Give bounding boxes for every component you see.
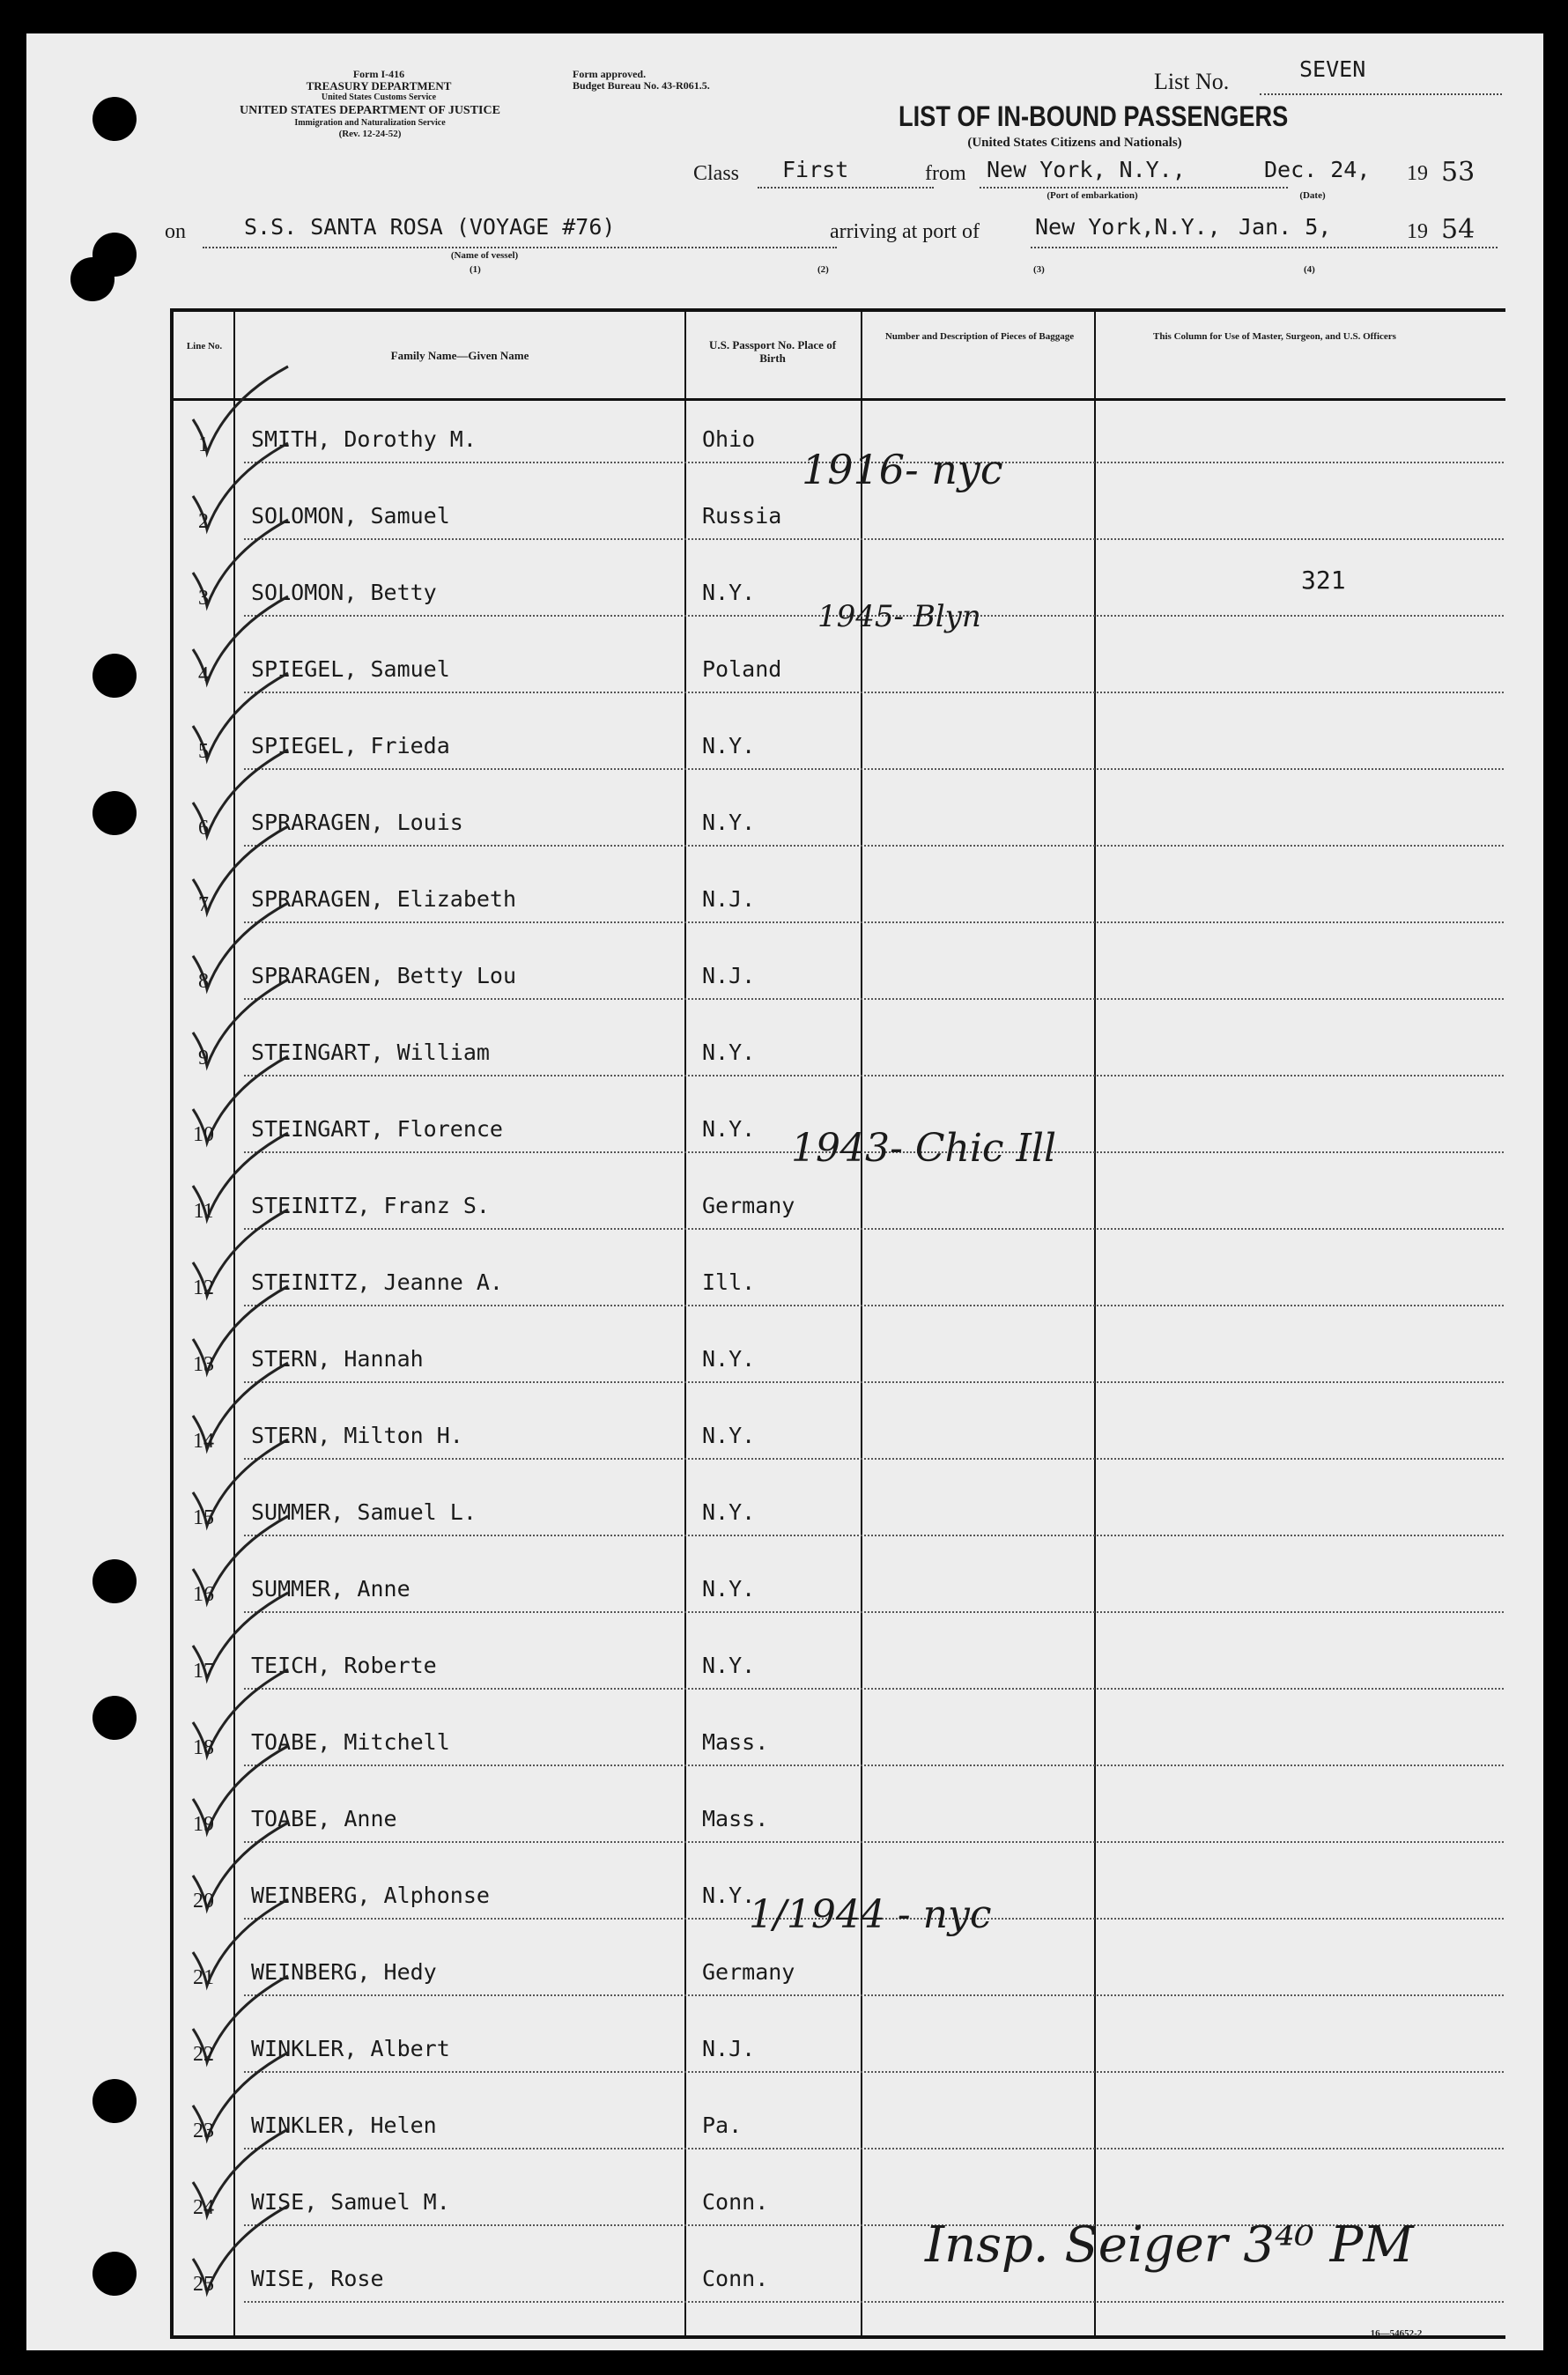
page-title: LIST OF IN-BOUND PASSENGERS [899,100,1289,132]
col-num-1: (1) [470,264,481,275]
handwritten-note-1: 1916- nyc [802,446,1003,493]
passenger-name: WISE, Samuel M. [251,2189,450,2215]
vessel-note: (Name of vessel) [450,250,519,261]
row-rule [244,692,1504,693]
passenger-name: STERN, Milton H. [251,1423,463,1448]
place-of-birth: N.J. [702,963,756,988]
line-number: 9 [198,1047,209,1069]
row-rule [244,2301,1504,2303]
line-number: 7 [198,893,209,916]
row-rule [244,998,1504,1000]
passenger-name: WINKLER, Helen [251,2112,437,2138]
on-label: on [165,220,186,243]
table-row [174,936,1505,1013]
header-baggage: Number and Description of Pieces of Baggage [884,331,1075,342]
passenger-name: SOLOMON, Betty [251,580,437,605]
binder-hole-9 [92,2252,137,2296]
row-rule [244,1765,1504,1766]
handwritten-note-4: 1/1944 - nyc [749,1892,992,1937]
passenger-name: SUMMER, Anne [251,1576,410,1602]
class-value: First [782,157,849,182]
line-number: 22 [193,2043,214,2066]
row-rule [244,1994,1504,1996]
place-of-birth: N.Y. [702,810,756,835]
passenger-name: SUMMER, Samuel L. [251,1499,477,1525]
line-number: 15 [193,1506,214,1529]
header-officers: This Column for Use of Master, Surgeon, and U.S. Officers [1153,331,1396,342]
row-rule [244,768,1504,770]
line-number: 20 [193,1890,214,1913]
table-row [174,1166,1505,1243]
vessel-name: S.S. SANTA ROSA (VOYAGE #76) [244,214,616,240]
table-row [174,1473,1505,1550]
binder-hole-7 [92,1696,137,1740]
binder-hole-6 [92,1559,137,1603]
line-number: 25 [193,2273,214,2296]
place-of-birth: N.Y. [702,1653,756,1678]
place-of-birth: Poland [702,656,782,682]
handwritten-note-3: 1943- Chic Ill [791,1126,1057,1171]
arrival-year: 54 [1441,214,1476,245]
passenger-name: SPIEGEL, Samuel [251,656,450,682]
page-subtitle: (United States Citizens and Nationals) [967,136,1182,150]
table-row [174,1779,1505,1856]
row-rule [244,1688,1504,1690]
place-of-birth: Pa. [702,2112,743,2138]
place-of-birth: N.J. [702,2036,756,2061]
line-number: 4 [198,663,209,686]
table-header [174,312,1505,401]
place-of-birth: N.Y. [702,1040,756,1065]
line-number: 16 [193,1583,214,1606]
list-no-value: SEVEN [1299,56,1366,82]
date-from: Dec. 24, [1264,157,1371,182]
passenger-name: STERN, Hannah [251,1346,424,1372]
passenger-name: SPRARAGEN, Elizabeth [251,886,517,912]
passenger-name: STEINGART, William [251,1040,490,1065]
line-number: 19 [193,1813,214,1836]
row-rule [244,1305,1504,1306]
place-of-birth: Germany [702,1959,795,1985]
justice-dept: UNITED STATES DEPARTMENT OF JUSTICE [240,104,500,117]
line-number: 6 [198,817,209,840]
row-rule [244,1458,1504,1460]
place-of-birth: N.Y. [702,580,756,605]
place-of-birth: Ill. [702,1269,756,1295]
place-of-birth: Russia [702,503,782,529]
binder-hole-4 [92,654,137,698]
line-number: 17 [193,1660,214,1683]
passenger-name: SPIEGEL, Frieda [251,733,450,758]
list-no-label: List No. [1154,69,1230,94]
line-number: 23 [193,2120,214,2142]
passenger-name: SOLOMON, Samuel [251,503,450,529]
header-passport: U.S. Passport No. Place of Birth [708,338,837,365]
place-of-birth: Conn. [702,2189,769,2215]
binder-hole-5 [92,791,137,835]
list-no-line [1260,93,1502,95]
table-row [174,1396,1505,1473]
line-number: 8 [198,970,209,993]
port-note: (Port of embarkation) [1047,190,1138,201]
place-of-birth: Mass. [702,1806,769,1831]
place-of-birth: N.Y. [702,1423,756,1448]
binder-hole-3 [70,257,115,301]
table-row [174,1243,1505,1320]
passenger-name: STEINGART, Florence [251,1116,503,1142]
place-of-birth: N.Y. [702,1116,756,1142]
form-approved: Form approved. [573,68,647,80]
passenger-name: TEICH, Roberte [251,1653,437,1678]
passenger-name: SPRARAGEN, Betty Lou [251,963,517,988]
passenger-name: TOABE, Anne [251,1806,397,1831]
table-row [174,2086,1505,2163]
from-value: New York, N.Y., [987,157,1186,182]
table-row [174,1550,1505,1626]
row-rule [244,845,1504,847]
arriving-label: arriving at port of [830,220,980,243]
place-of-birth: Conn. [702,2266,769,2291]
arrival-line [1031,247,1498,248]
binder-hole-8 [92,2079,137,2123]
line-number: 2 [198,510,209,533]
line-number: 13 [193,1353,214,1376]
line-number: 12 [193,1276,214,1299]
place-of-birth: N.Y. [702,1499,756,1525]
place-of-birth: Germany [702,1193,795,1218]
table-row [174,630,1505,707]
vessel-line [203,247,837,248]
line-number: 18 [193,1736,214,1759]
table-row [174,1013,1505,1090]
ins-service: Immigration and Naturalization Service [294,118,446,128]
date-year: 53 [1441,157,1476,188]
line-number: 11 [193,1200,214,1223]
row-rule [244,1228,1504,1230]
table-row [174,1703,1505,1779]
table-row [174,1320,1505,1396]
treasury-dept: TREASURY DEPARTMENT [306,79,452,92]
form-number: Form I-416 [352,68,405,80]
from-label: from [925,162,966,185]
date-note: (Date) [1299,190,1326,201]
budget-bureau: Budget Bureau No. 43-R061.5. [573,79,710,92]
line-number: 10 [193,1123,214,1146]
col-num-3: (3) [1033,264,1045,275]
passenger-name: WEINBERG, Hedy [251,1959,437,1985]
handwritten-note-2: 1945- Blyn [817,599,981,634]
row-rule [244,1841,1504,1843]
passenger-name: SPRARAGEN, Louis [251,810,463,835]
line-number: 24 [193,2196,214,2219]
row-rule [244,921,1504,923]
col-num-2: (2) [817,264,829,275]
date-year-prefix: 19 [1407,162,1428,185]
binder-hole-1 [92,97,137,141]
row-rule [244,1381,1504,1383]
from-line [980,187,1288,189]
passenger-name: STEINITZ, Jeanne A. [251,1269,503,1295]
customs-service: United States Customs Service [321,92,437,102]
row-rule [244,538,1504,540]
passenger-name: WINKLER, Albert [251,2036,450,2061]
class-label: Class [693,162,740,185]
line-number: 3 [198,587,209,610]
passenger-name: WISE, Rose [251,2266,384,2291]
line-number: 14 [193,1430,214,1453]
table-row [174,860,1505,936]
passenger-name: WEINBERG, Alphonse [251,1883,490,1908]
footer-code: 16—54652-2 [1370,2328,1423,2339]
col-num-4: (4) [1304,264,1315,275]
line-number: 1 [198,433,209,456]
table-row [174,2009,1505,2086]
row-rule [244,1535,1504,1536]
row-rule [244,1075,1504,1077]
passenger-name: STEINITZ, Franz S. [251,1193,490,1218]
line-number: 5 [198,740,209,763]
arrival-port: New York,N.Y., [1035,214,1221,240]
arrival-year-prefix: 19 [1407,220,1428,243]
document-page [26,33,1543,2350]
place-of-birth: Mass. [702,1729,769,1755]
header-line-no: Line No. [186,341,223,351]
passenger-name: TOABE, Mitchell [251,1729,450,1755]
row-rule [244,2071,1504,2073]
arrival-date: Jan. 5, [1239,214,1332,240]
inspector-signature: Insp. Seiger 3⁴⁰ PM [925,2216,1414,2274]
place-of-birth: N.Y. [702,1346,756,1372]
table-row [174,1933,1505,2009]
header-name: Family Name—Given Name [390,349,529,362]
table-row [174,783,1505,860]
row-rule [244,2148,1504,2149]
line-number: 21 [193,1966,214,1989]
place-of-birth: N.Y. [702,733,756,758]
place-of-birth: Ohio [702,426,756,452]
row-rule [244,1611,1504,1613]
officer-number: 321 [1301,566,1346,595]
place-of-birth: N.Y. [702,1883,756,1908]
place-of-birth: N.Y. [702,1576,756,1602]
passenger-name: SMITH, Dorothy M. [251,426,477,452]
table-row [174,1626,1505,1703]
table-row [174,707,1505,783]
revision: (Rev. 12-24-52) [338,129,402,139]
class-line [758,187,934,189]
place-of-birth: N.J. [702,886,756,912]
